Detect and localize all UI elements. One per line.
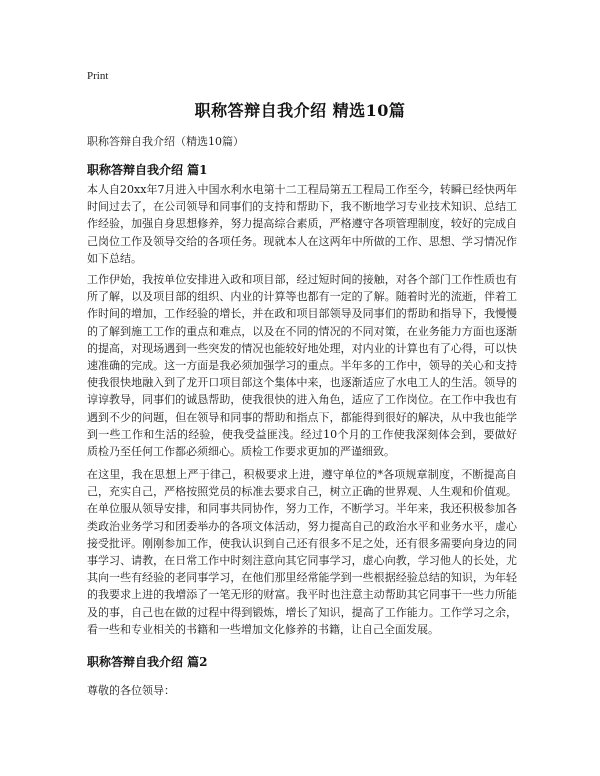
print-label: Print [87, 70, 109, 82]
paragraph: 在这里，我在思想上严于律己，积极要求上进，遵守单位的*各项规章制度，不断提高自己，充实自己，严格按照党员的标准去要求自己，树立正确的世界观、人生观和价值观。在单位服从领导安排，和同事共同协作，努力工作，不断学习。半年来，我还积极参加各类政治业务学习和团委举办的各项文体活动，努力提高自己的政治水平和业务水平，虚心接受批评。刚刚参加工作，使我认识到自己还有很多不足之处，还有很多需要向身边的同事学习、请教，在日常工作中时刻注意向其它同事学习，虚心向教，学习他人的长处，尤其向一些有经验的老同事学习，在他们那里经常能学到一些根据经验总结的知识，为年轻的我要求上进的我增添了一笔无形的财富。我平时也注意主动帮助其它同事干一些力所能及的事，自己也在做的过程中得到锻炼，增长了知识，提高了工作能力。工作学习之余，看一些和专业相关的书籍和一些增加文化修养的书籍，让自己全面发展。 [87, 468, 517, 636]
paragraph: 工作伊始，我按单位安排进入政和项目部，经过短时间的接触，对各个部门工作性质也有所了解，以及项目部的组织、内业的计算等也都有一定的了解。随着时光的流逝，伴着工作时间的增加，工作经验的增长，并在政和项目部领导及同事们的帮助和指导下，我慢慢的了解到施工工作的重点和难点，以及在不同的情况的不同对策，在业务能力方面也逐渐的提高，对现场遇到一些突发的情况也能较好地处理，对内业的计算也有了心得，可以快速准确的完成。这一方面是我必须加强学习的重点。半年多的工作中，领导的关心和支持使我很快地融入到了龙开口项目部这个集体中来，也逐渐适应了水电工人的生活。领导的谆谆教导，同事们的诚恳帮助，使我很快的进入角色，适应了工作岗位。在工作中我也有遇到不少的问题，但在领导和同事的帮助和指点下，都能得到很好的解决，从中我也能学到一些工作和生活的经验，使我受益匪浅。经过10个月的工作使我深刻体会到，要做好质检乃至任何工作都必须细心。质检工作要求更加的严谨细致。 [87, 273, 517, 459]
section-heading-2: 职称答辩自我介绍 篇2 [87, 655, 208, 669]
paragraph: 本人自20xx年7月进入中国水利水电第十二工程局第五工程局工作至今，转瞬已经快两年时间过去了，在公司领导和同事们的支持和帮助下，我不断地学习专业技术知识、总结工作经验，加强自身思想修养，努力提高综合素质，严格遵守各项管理制度，较好的完成自己岗位工作及领导交给的各项任务。现就本人在这两年中所做的工作、思想、学习情况作如下总结。 [87, 183, 517, 265]
page-title: 职称答辩自我介绍 精选10篇 [194, 101, 406, 120]
paragraph: 尊敬的各位领导： [87, 684, 175, 697]
section-heading-1: 职称答辩自我介绍 篇1 [87, 163, 208, 177]
subtitle: 职称答辩自我介绍（精选10篇） [87, 135, 244, 148]
